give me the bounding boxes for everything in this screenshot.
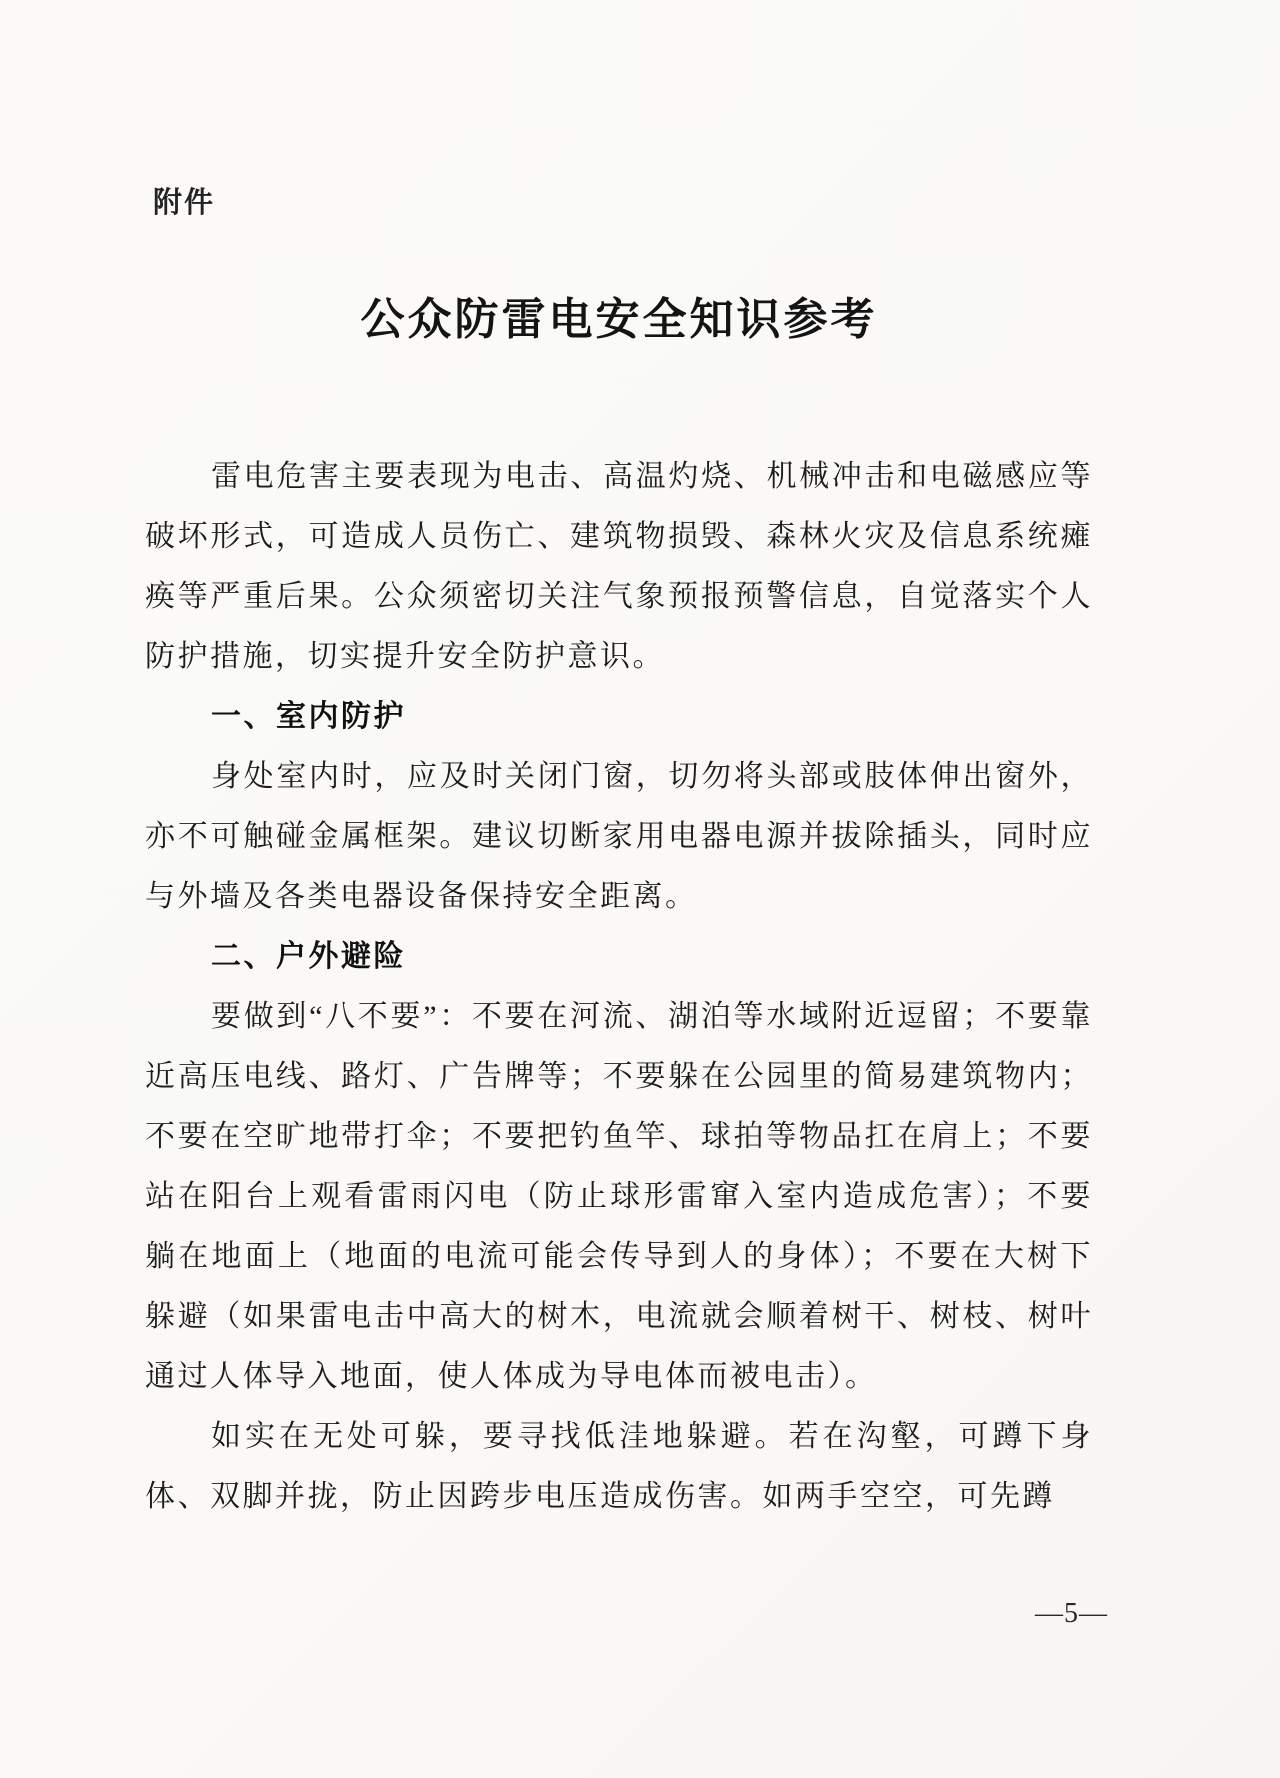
page-number: —5—	[1035, 1598, 1108, 1629]
section-heading-indoor-protection: 一、室内防护	[211, 700, 406, 733]
paragraph-eight-donts: 要做到“八不要”：不要在河流、湖泊等水域附近逗留；不要靠近高压电线、路灯、广告牌等；不要躲在公园里的简易建筑物内；不要在空旷地带打伞；不要把钓鱼竿、球拍等物品扛在肩上；不要站在阳台上观看雷雨闪电（防止球形雷窜入室内造成危害）；不要躺在地面上（地面的电流可能会传导到人的身体）；不要在大树下躲避（如果雷电击中高大的树木，电流就会顺着树干、树枝、树叶通过人体导入地面，使人体成为导电体而被电击）。	[145, 1000, 1093, 1393]
attachment-label: 附件	[153, 187, 216, 219]
paragraph-intro: 雷电危害主要表现为电击、高温灼烧、机械冲击和电磁感应等破坏形式，可造成人员伤亡、建筑物损毁、森林火灾及信息系统瘫痪等严重后果。公众须密切关注气象预报预警信息，自觉落实个人防护措施，切实提升安全防护意识。	[145, 460, 1093, 673]
document-body	[145, 447, 1093, 1527]
document-title: 公众防雷电安全知识参考	[360, 295, 878, 344]
paragraph-indoor-protection: 身处室内时，应及时关闭门窗，切勿将头部或肢体伸出窗外，亦不可触碰金属框架。建议切断家用电器电源并拔除插头，同时应与外墙及各类电器设备保持安全距离。	[145, 760, 1093, 913]
section-heading-outdoor-risk-avoidance: 二、户外避险	[211, 940, 406, 973]
paragraph-low-ground-shelter: 如实在无处可躲，要寻找低洼地躲避。若在沟壑，可蹲下身体、双脚并拢，防止因跨步电压造成伤害。如两手空空，可先蹲	[145, 1420, 1093, 1513]
